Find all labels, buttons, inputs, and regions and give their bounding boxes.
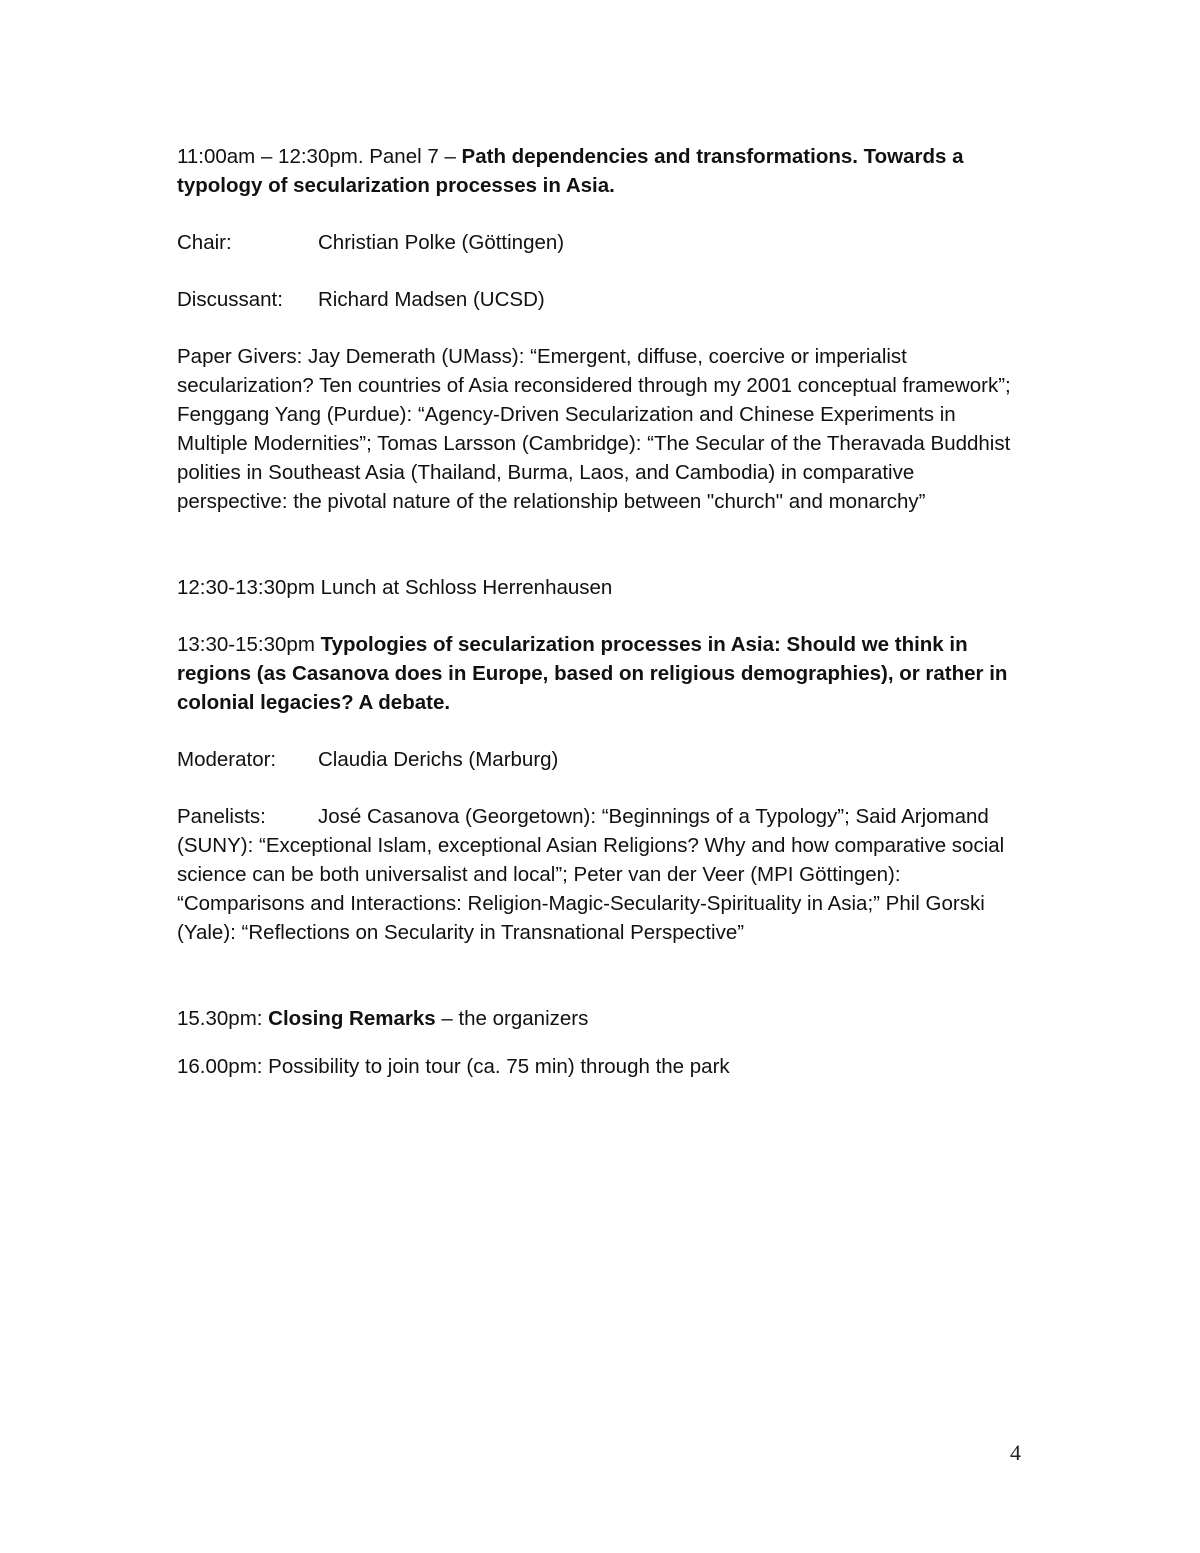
debate-title: Typologies of secularization processes in Asia: Should we think in regions (as Casanova does in Europe, based on religious demographies), or rather in colonial legacies? A debate.	[177, 633, 1008, 714]
lunch-line: 12:30-13:30pm Lunch at Schloss Herrenhausen	[177, 576, 613, 599]
page-number: 4	[1010, 1440, 1021, 1465]
panelists-rest: Arjomand (SUNY): “Exceptional Islam, exceptional Asian Religions? Why and how comparative social science can be both universalist and local”; Peter van der Veer (MPI Göttingen): “Comparisons and Interactions: Religion-Magic-Secularity-Spirituality in Asia;” Phil Gorski (Yale): “Reflections on Secularity in Transnational Perspective”	[177, 805, 1005, 944]
debate-time: 13:30-15:30pm	[177, 633, 321, 656]
moderator-row	[177, 745, 1027, 774]
panel7-time: 11:00am – 12:30pm. Panel 7 –	[177, 145, 462, 168]
closing-time: 15.30pm:	[177, 1007, 269, 1030]
closing-title: Closing Remarks	[268, 1007, 436, 1030]
debate-heading	[177, 630, 1027, 717]
tour-line: 16.00pm: Possibility to join tour (ca. 75 min) through the park	[177, 1055, 730, 1078]
discussant-label: Discussant:	[177, 288, 283, 311]
moderator-value: Claudia Derichs (Marburg)	[318, 748, 559, 771]
discussant-row	[177, 285, 1027, 314]
moderator-label: Moderator:	[177, 748, 277, 771]
panel7-title: Path dependencies and transformations. Towards a typology of secularization processes in Asia.	[177, 145, 964, 197]
page-content	[177, 142, 1027, 1081]
chair-row	[177, 228, 1027, 257]
panel7-heading	[177, 142, 1027, 200]
panelists-first-line: José Casanova (Georgetown): “Beginnings of a Typology”; Said	[318, 805, 897, 828]
chair-label: Chair:	[177, 231, 232, 254]
panelists-label: Panelists:	[177, 805, 266, 828]
discussant-value: Richard Madsen (UCSD)	[318, 288, 545, 311]
paper-givers: Paper Givers: Jay Demerath (UMass): “Emergent, diffuse, coercive or imperialist secularization? Ten countries of Asia reconsidered through my 2001 conceptual framework”; Fenggang Yang (Purdue): “Agency-Driven Secularization and Chinese Experiments in Multiple Modernities”; Tomas Larsson (Cambridge): “The Secular of the Theravada Buddhist polities in Southeast Asia (Thailand, Burma, Laos, and Cambodia) in comparative perspective: the pivotal nature of the relationship between "church" and monarchy”	[177, 345, 1011, 513]
closing-line	[177, 1004, 1027, 1033]
chair-value: Christian Polke (Göttingen)	[318, 231, 565, 254]
closing-rest: – the organizers	[435, 1007, 589, 1030]
panelists-paragraph	[177, 802, 1027, 947]
